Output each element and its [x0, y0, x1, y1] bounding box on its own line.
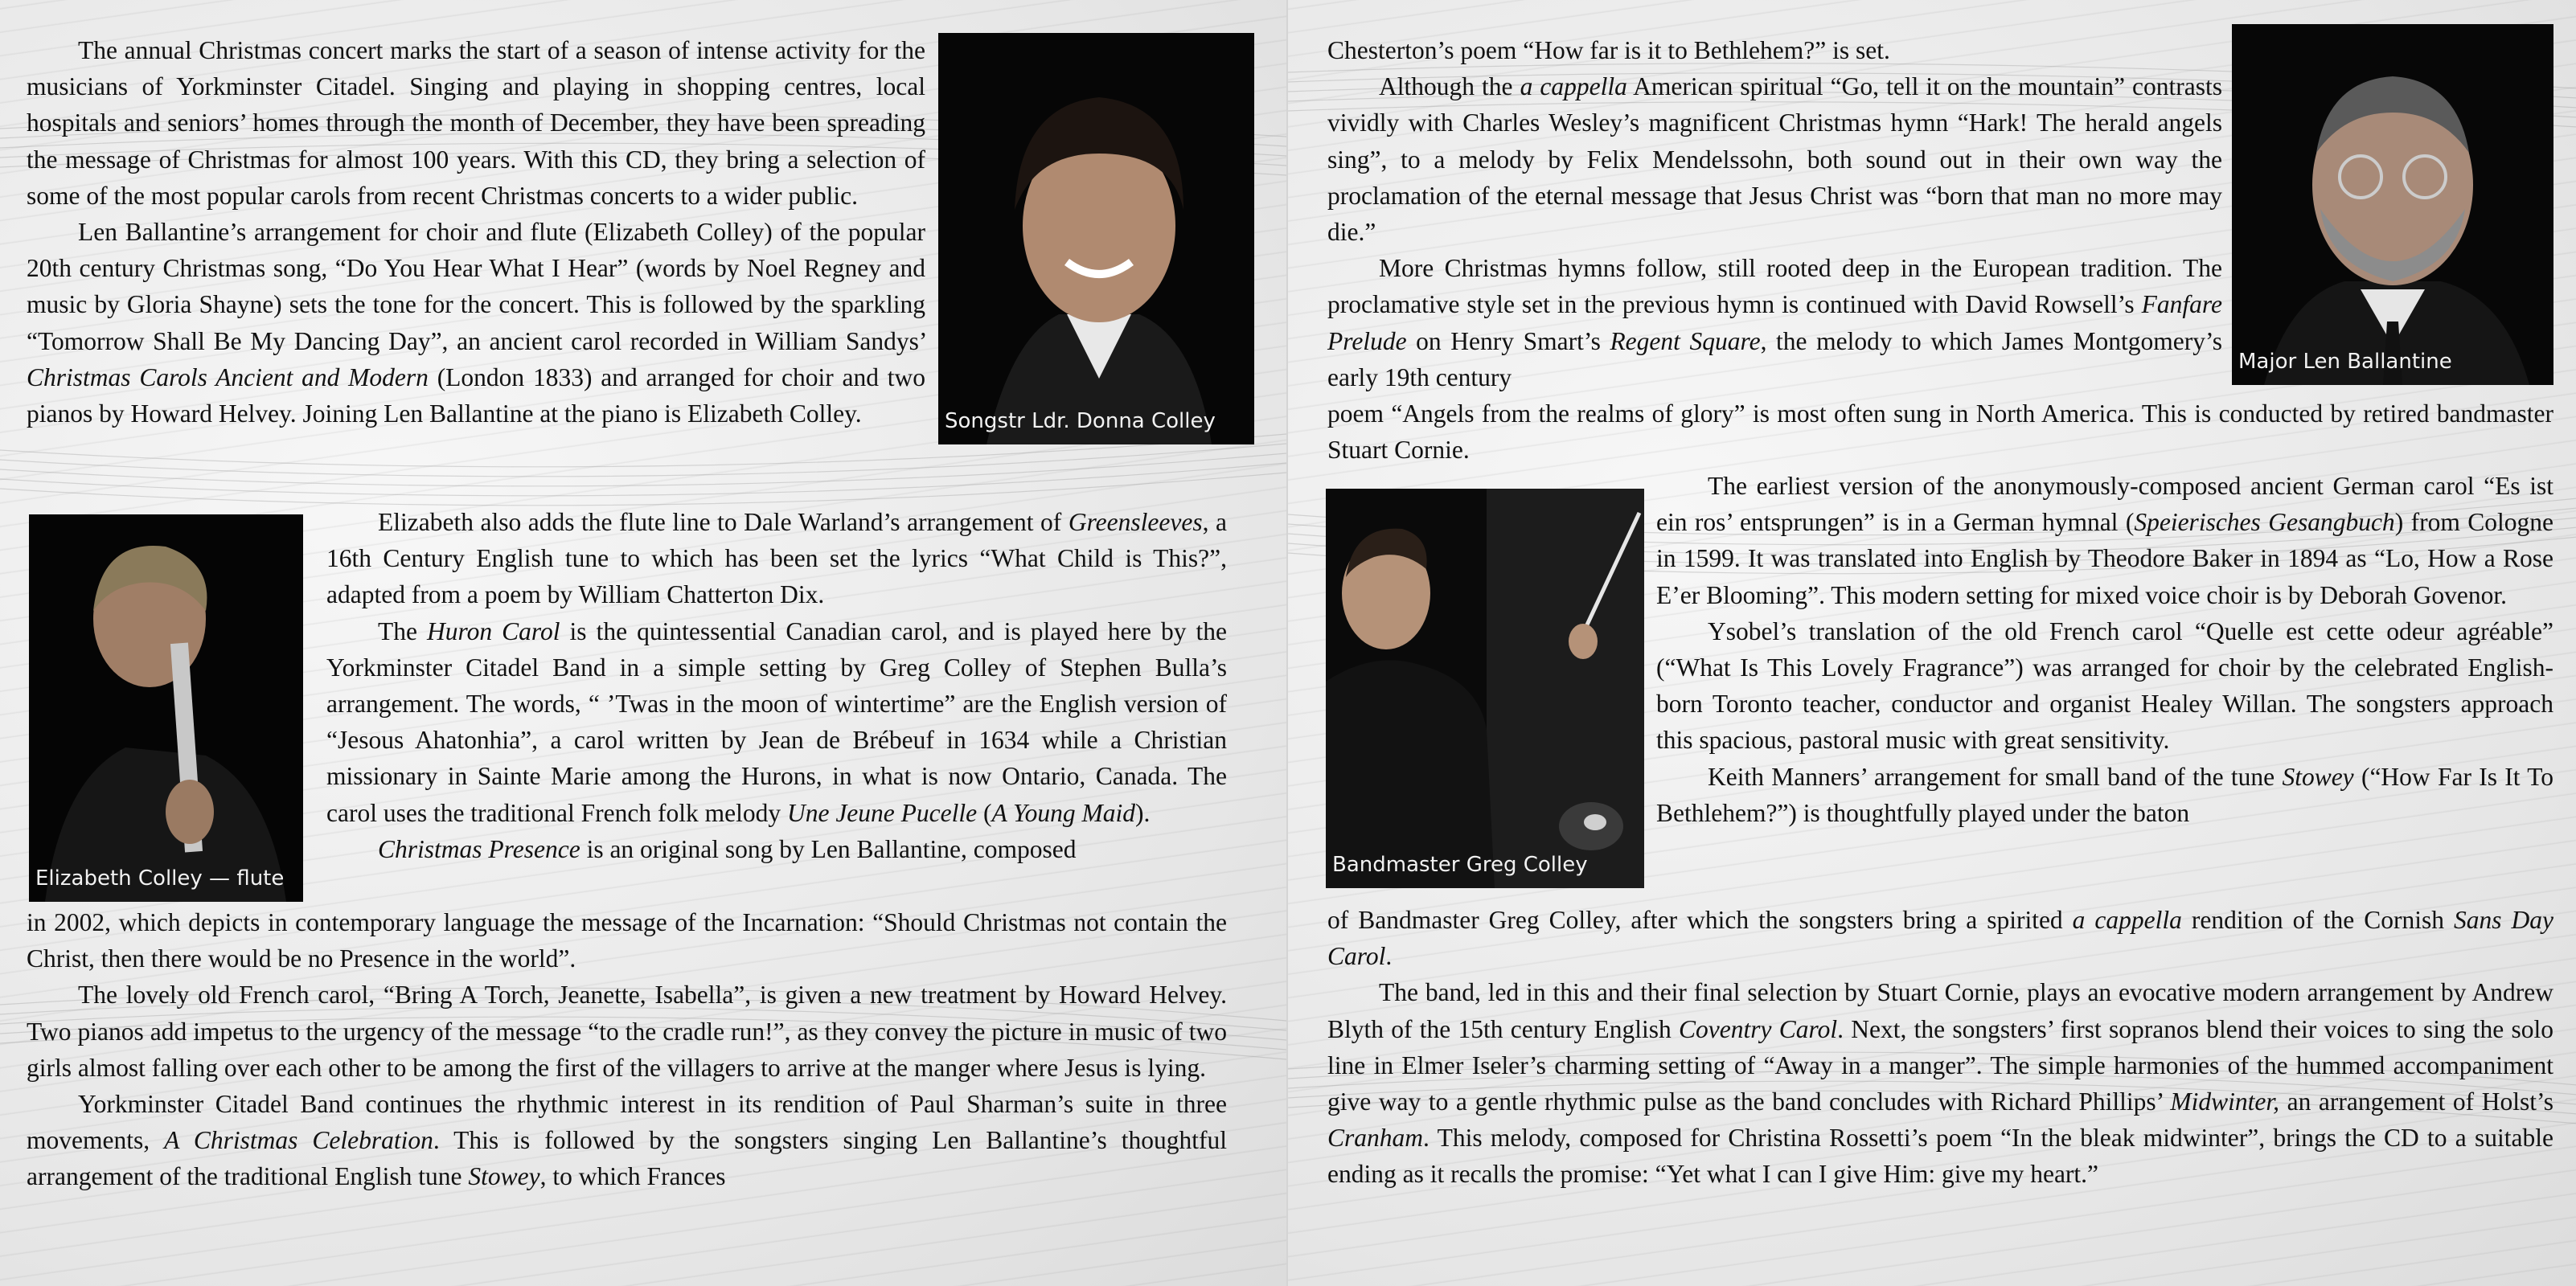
- body-text-bottom: [27, 904, 1227, 1195]
- photo-greg-colley: [1326, 489, 1644, 888]
- paragraph: in 2002, which depicts in contemporary language the message of the Incarnation: “Should Christmas not contain the Christ, then there would be no Presence in the world”.: [27, 908, 1227, 973]
- portrait-image: [29, 514, 303, 902]
- paragraph: The annual Christmas concert marks the start of a season of intense activity for the musicians of Yorkminster Citadel. Singing and playing in shopping centres, local hospitals and seniors’ homes through the month of December, they have been spreading the message of Christmas for almost 100 years. With this CD, they bring a selection of some of the most popular carols from recent Christmas concerts to a wider public.: [27, 36, 925, 210]
- paragraph: The lovely old French carol, “Bring A Torch, Jeanette, Isabella”, is given a new treatment by Howard Helvey. Two pianos add impetus to the urgency of the message “to the cradle run!”, as they convey the picture in music of two girls almost falling over each other to be among the first of the villagers to arrive at the manger where Jesus is lying.: [27, 981, 1227, 1082]
- paragraph: poem “Angels from the realms of glory” is most often sung in North America. This is conducted by retired bandmaster Stuart Cornie.: [1327, 399, 2553, 465]
- paragraph: The Huron Carol is the quintessential Canadian carol, and is played here by the Yorkminster Citadel Band in a simple setting by Greg Colley of Stephen Bulla’s arrangement. The words, “ ’Twas in the moon of wintertime” are the English version of “Jesous Ahatonhia”, a carol written by Jean de Brébeuf in 1634 while a Christian missionary in Sainte Marie among the Hurons, in what is now Ontario, Canada. The carol uses the traditional French folk melody Une Jeune Pucelle (A Young Maid).: [326, 616, 1227, 827]
- photo-caption: Songstr Ldr. Donna Colley: [945, 409, 1216, 433]
- photo-elizabeth-colley: [29, 514, 303, 902]
- paragraph: Len Ballantine’s arrangement for choir and flute (Elizabeth Colley) of the popular 20th century Christmas song, “Do You Hear What I Hear” (words by Noel Regney and music by Gloria Shayne) sets the tone for the concert. This is followed by the sparkling “Tomorrow Shall Be My Dancing Day”, an ancient carol recorded in William Sandys’ Christmas Carols Ancient and Modern (London 1833) and arranged for choir and two pianos by Howard Helvey. Joining Len Ballantine at the piano is Elizabeth Colley.: [27, 218, 925, 428]
- photo-len-ballantine: [2232, 24, 2553, 385]
- photo-caption: Major Len Ballantine: [2238, 350, 2452, 374]
- paragraph: The earliest version of the anonymously-composed ancient German carol “Es ist ein ros’ entsprungen” is in a German hymnal (Speierisches Gesangbuch) from Cologne in 1599. It was translated into English by Theodore Baker in 1894 as “Lo, How a Rose E’er Blooming”. This modern setting for mixed voice choir is by Deborah Govenor.: [1656, 472, 2553, 609]
- paragraph: Keith Manners’ arrangement for small band of the tune Stowey (“How Far Is It To Bethlehem?”) is thoughtfully played under the baton: [1656, 762, 2553, 827]
- paragraph: The band, led in this and their final selection by Stuart Cornie, plays an evocative modern arrangement by Andrew Blyth of the 15th century English Coventry Carol. Next, the songsters’ first sopranos blend their voices to sing the solo line in Elmer Iseler’s charming setting of “Away in a manger”. The simple harmonies of the hummed accompaniment give way to a gentle rhythmic pulse as the band concludes with Richard Phillips’ Midwinter, an arrangement of Holst’s Cranham. This melody, composed for Christina Rossetti’s poem “In the bleak midwinter”, brings the CD to a suitable ending as it recalls the promise: “Yet what I can I give Him: give my heart.”: [1327, 978, 2553, 1189]
- paragraph: Elizabeth also adds the flute line to Dale Warland’s arrangement of Greensleeves, a 16th Century English tune to which has been set the lyrics “What Child is This?”, adapted from a poem by William Chatterton Dix.: [326, 508, 1227, 609]
- body-text-intro: [27, 32, 925, 432]
- body-text-top: [1327, 32, 2222, 395]
- right-page: [1286, 0, 2576, 1286]
- photo-caption: Bandmaster Greg Colley: [1332, 853, 1588, 877]
- body-text-bottom: [1327, 902, 2553, 1193]
- portrait-image: [1326, 489, 1644, 888]
- portrait-image: [938, 33, 1254, 444]
- left-page: [0, 0, 1286, 1286]
- paragraph: of Bandmaster Greg Colley, after which the songsters bring a spirited a cappella rendition of the Cornish Sans Day Carol.: [1327, 906, 2553, 971]
- paragraph: Christmas Presence is an original song by Len Ballantine, composed: [378, 834, 1077, 863]
- paragraph: More Christmas hymns follow, still rooted deep in the European tradition. The proclamative style set in the previous hymn is continued with David Rowsell’s Fanfare Prelude on Henry Smart’s Regent Square, the melody to which James Montgomery’s early 19th century: [1327, 254, 2222, 391]
- photo-caption: Elizabeth Colley — flute: [35, 866, 285, 891]
- paragraph: Although the a cappella American spiritual “Go, tell it on the mountain” contrasts vividly with Charles Wesley’s magnificent Christmas hymn “Hark! The herald angels sing”, to a melody by Felix Mendelssohn, both sound out in their own way the proclamation of the eternal message that Jesus Christ was “born that man no more may die.”: [1327, 72, 2222, 247]
- paragraph: Ysobel’s translation of the old French carol “Quelle est cette odeur agréable” (“What Is This Lovely Fragrance”) was arranged for choir by the celebrated English-born Toronto teacher, conductor and organist Healey Willan. The songsters approach this spacious, pastoral music with great sensitivity.: [1656, 616, 2553, 755]
- photo-donna-colley: [938, 33, 1254, 444]
- paragraph: Chesterton’s poem “How far is it to Bethlehem?” is set.: [1327, 36, 1890, 64]
- portrait-image: [2232, 24, 2553, 385]
- body-text-hymns-rest: [1327, 395, 2553, 468]
- body-text-middle: [326, 504, 1227, 867]
- paragraph: Yorkminster Citadel Band continues the rhythmic interest in its rendition of Paul Sharman’s suite in three movements, A Christmas Celebration. This is followed by the songsters singing Len Ballantine’s thoughtful arrangement of the traditional English tune Stowey, to which Frances: [27, 1090, 1227, 1191]
- body-text-middle: [1656, 468, 2553, 831]
